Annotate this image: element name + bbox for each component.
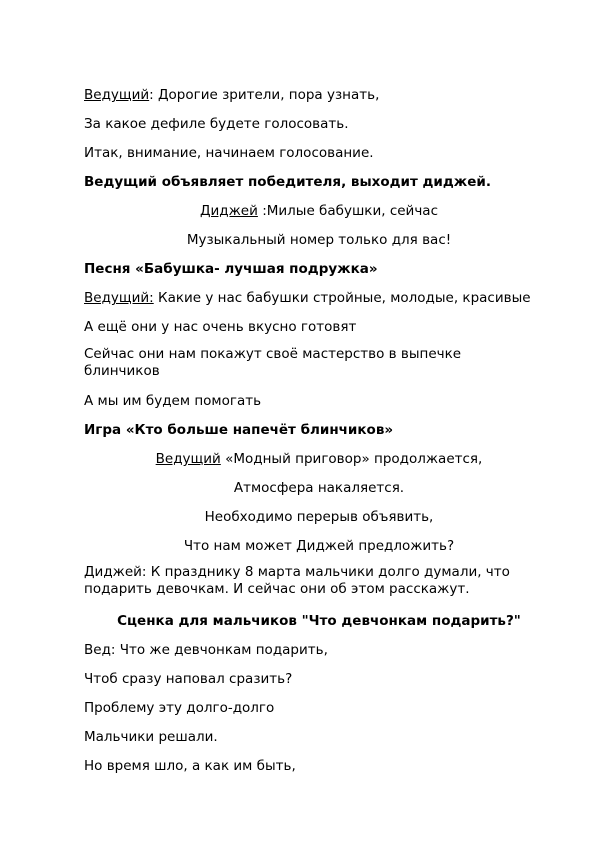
speaker-dj: Диджей (199, 203, 258, 219)
line-problem: Проблему эту долго-долго (84, 700, 275, 716)
line-text: «Модный приговор» продолжается, (220, 451, 483, 467)
line-time: Но время шло, а как им быть, (84, 758, 296, 774)
line-cook: А ещё они у нас очень вкусно готовят (84, 319, 357, 335)
line-atmosphere: Атмосфера накаляется. (233, 480, 405, 496)
line-dj-offer: Что нам может Диджей предложить? (183, 538, 455, 554)
line-dj-intro (84, 203, 554, 220)
line-vote-start: Итак, внимание, начинаем голосование. (84, 145, 374, 161)
line-dj-march8: Диджей: К празднику 8 марта мальчики долго думали, что подарить девочкам. И сейчас они об этом расскажут. (84, 564, 510, 597)
speaker-host: Ведущий (84, 87, 150, 103)
speaker-host: Ведущий (155, 451, 221, 467)
line-host-intro (84, 87, 554, 104)
line-break: Необходимо перерыв объявить, (204, 509, 434, 525)
stage-direction-winner: Ведущий объявляет победителя, выходит диджей. (84, 174, 491, 190)
line-host-verdict (84, 451, 554, 468)
line-host-grannies (84, 290, 554, 307)
line-text: :Милые бабушки, сейчас (262, 203, 438, 219)
line-pancakes: Сейчас они нам покажут своё мастерство в выпечке блинчиков (84, 346, 462, 379)
speaker-host: Ведущий: (84, 290, 154, 306)
line-boys: Мальчики решали. (84, 729, 218, 745)
heading-song: Песня «Бабушка- лучшая подружка» (84, 261, 378, 277)
line-vote-question: За какое дефиле будете голосовать. (84, 116, 349, 132)
line-text: Какие у нас бабушки стройные, молодые, красивые (153, 290, 531, 306)
line-text: : Дорогие зрители, пора узнать, (149, 87, 380, 103)
heading-game: Игра «Кто больше напечёт блинчиков» (84, 422, 394, 438)
line-dj-music: Музыкальный номер только для вас! (186, 232, 452, 248)
line-help: А мы им будем помогать (84, 393, 262, 409)
line-host-gift: Вед: Что же девчонкам подарить, (84, 642, 328, 658)
line-stun: Чтоб сразу наповал сразить? (84, 671, 293, 687)
heading-scene: Сценка для мальчиков "Что девчонкам подарить?" (117, 613, 521, 629)
